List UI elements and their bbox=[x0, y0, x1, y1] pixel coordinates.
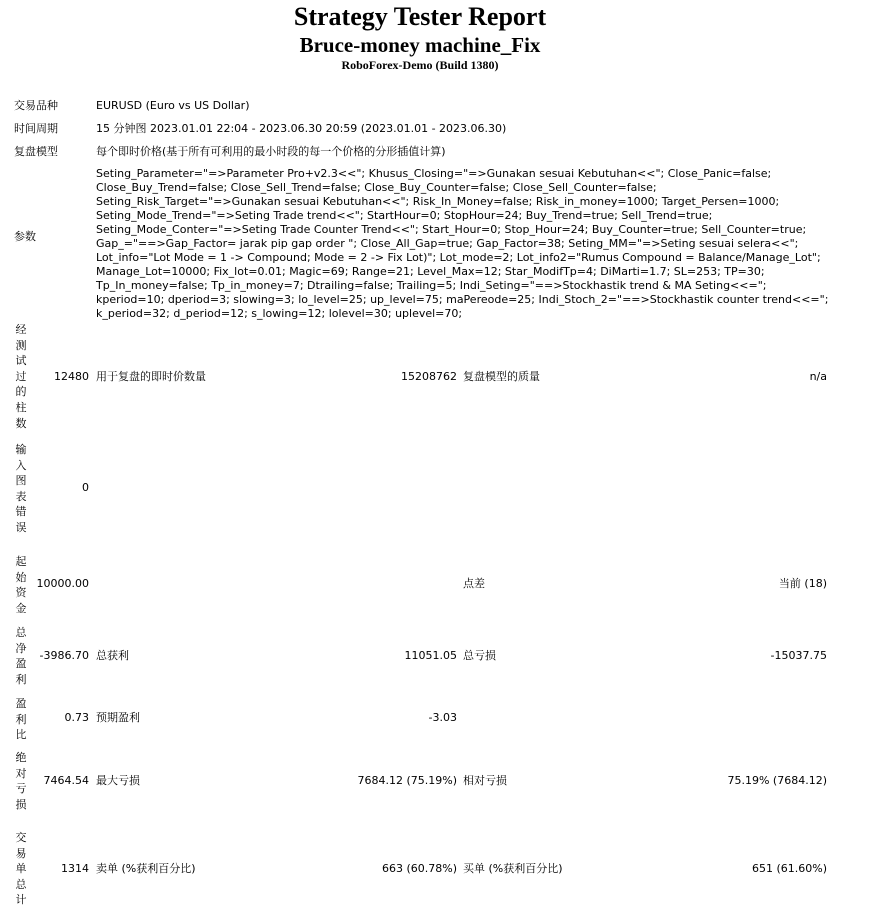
errors-value: 0 bbox=[82, 481, 89, 494]
gross-loss-label: 总亏损 bbox=[463, 649, 496, 662]
quality-value: n/a bbox=[809, 370, 827, 383]
server-build: RoboForex-Demo (Build 1380) bbox=[341, 58, 499, 72]
bars-label: 经测试过的柱数 bbox=[15, 323, 27, 430]
model-value: 每个即时价格(基于所有可利用的最小时段的每一个价格的分形插值计算) bbox=[96, 145, 446, 158]
gross-loss-value: -15037.75 bbox=[770, 649, 827, 662]
expected-payoff-value: -3.03 bbox=[428, 711, 457, 724]
deposit-value: 10000.00 bbox=[36, 577, 89, 590]
ticks-label: 用于复盘的即时价数量 bbox=[96, 370, 206, 383]
short-positions-value: 663 (60.78%) bbox=[381, 862, 457, 875]
max-drawdown-value: 7684.12 (75.19%) bbox=[357, 774, 457, 787]
report-title: Strategy Tester Report bbox=[293, 2, 547, 31]
symbol-value: EURUSD (Euro vs US Dollar) bbox=[96, 99, 250, 112]
total-trades-value: 1314 bbox=[61, 862, 89, 875]
spread-value: 当前 (18) bbox=[778, 577, 827, 590]
total-trades-label: 交易单总计 bbox=[15, 831, 27, 907]
long-positions-label: 买单 (%获利百分比) bbox=[463, 862, 563, 875]
period-label: 时间周期 bbox=[14, 122, 58, 135]
gross-profit-label: 总获利 bbox=[96, 649, 129, 662]
period-value: 15 分钟图 2023.01.01 22:04 - 2023.06.30 20:59 (2023.01.01 - 2023.06.30) bbox=[96, 122, 507, 135]
bars-value: 12480 bbox=[54, 370, 89, 383]
deposit-label: 起始资金 bbox=[15, 555, 27, 615]
expected-payoff-label: 预期盈利 bbox=[96, 711, 140, 724]
long-positions-value: 651 (61.60%) bbox=[751, 862, 827, 875]
spread-label: 点差 bbox=[463, 577, 485, 590]
short-positions-label: 卖单 (%获利百分比) bbox=[96, 862, 196, 875]
absolute-drawdown-value: 7464.54 bbox=[43, 774, 89, 787]
net-profit-label: 总净盈利 bbox=[15, 626, 27, 686]
ticks-value: 15208762 bbox=[401, 370, 457, 383]
quality-label: 复盘模型的质量 bbox=[463, 370, 540, 383]
max-drawdown-label: 最大亏损 bbox=[96, 774, 140, 787]
params-label: 参数 bbox=[14, 230, 36, 243]
params-value: Seting_Parameter="=>Parameter Pro+v2.3<<"; Khusus_Closing="=>Gunakan sesuai Kebutuhan<<"; Close_Panic=false; Close_Buy_Trend=false; Close_Sell_Trend=false; Close_Buy_Counter=false; Close_Sell_Counter=false; Seting_Risk_Target="=>Gunakan sesuai Kebutuhan<<"; Risk_In_Money=false; Risk_in_money=1000; Target_Persen=1000; Seting_Mode_Trend="=>Seting Trade trend<<"; StartHour=0; StopHour=24; Buy_Trend=true; Sell_Trend=true; Seting_Mode_Conter="=>Seting Trade Counter Trend<<"; Start_Hour=0; Stop_Hour=24; Buy_Counter=true; Sell_Counter=true; Gap_="==>Gap_Factor= jarak pip gap order "; Close_All_Gap=true; Gap_Factor=38; Seting_MM="=>Seting sesuai selera<<"; Lot_info="Lot Mode = 1 -> Compound; Mode = 2 -> Fix Lot)"; Lot_mode=2; Lot_info2="Rumus Compound = Balance/Manage_Lot"; Manage_Lot=10000; Fix_lot=0.01; Magic=69; Range=21; Level_Max=12; Star_ModifTp=4; DiMarti=1.7; SL=253; TP=30; Tp_In_money=false; Tp_in_money=7; Dtrailing=false; Trailing=5; Indi_Seting="==>Stockhastik trend & MA Seting<<="; kperiod=10; dperiod=3; slowing=3; lo_level=25; up_level=75; maPereode=25; Indi_Stoch_2="==>Stockhastik counter trend<<="; k_period=32; d_period=12; s_lowing=12; lolevel=30; uplevel=70; bbox=[96, 167, 829, 320]
relative-drawdown-value: 75.19% (7684.12) bbox=[727, 774, 827, 787]
profit-factor-label: 盈利比 bbox=[15, 697, 27, 742]
expert-name: Bruce-money machine_Fix bbox=[299, 33, 541, 57]
gross-profit-value: 11051.05 bbox=[404, 649, 457, 662]
model-label: 复盘模型 bbox=[14, 145, 58, 158]
relative-drawdown-label: 相对亏损 bbox=[463, 774, 507, 787]
symbol-label: 交易品种 bbox=[14, 99, 58, 112]
profit-factor-value: 0.73 bbox=[64, 711, 89, 724]
net-profit-value: -3986.70 bbox=[39, 649, 89, 662]
errors-label: 输入图表错误 bbox=[15, 443, 27, 534]
absolute-drawdown-label: 绝对亏损 bbox=[15, 751, 27, 811]
